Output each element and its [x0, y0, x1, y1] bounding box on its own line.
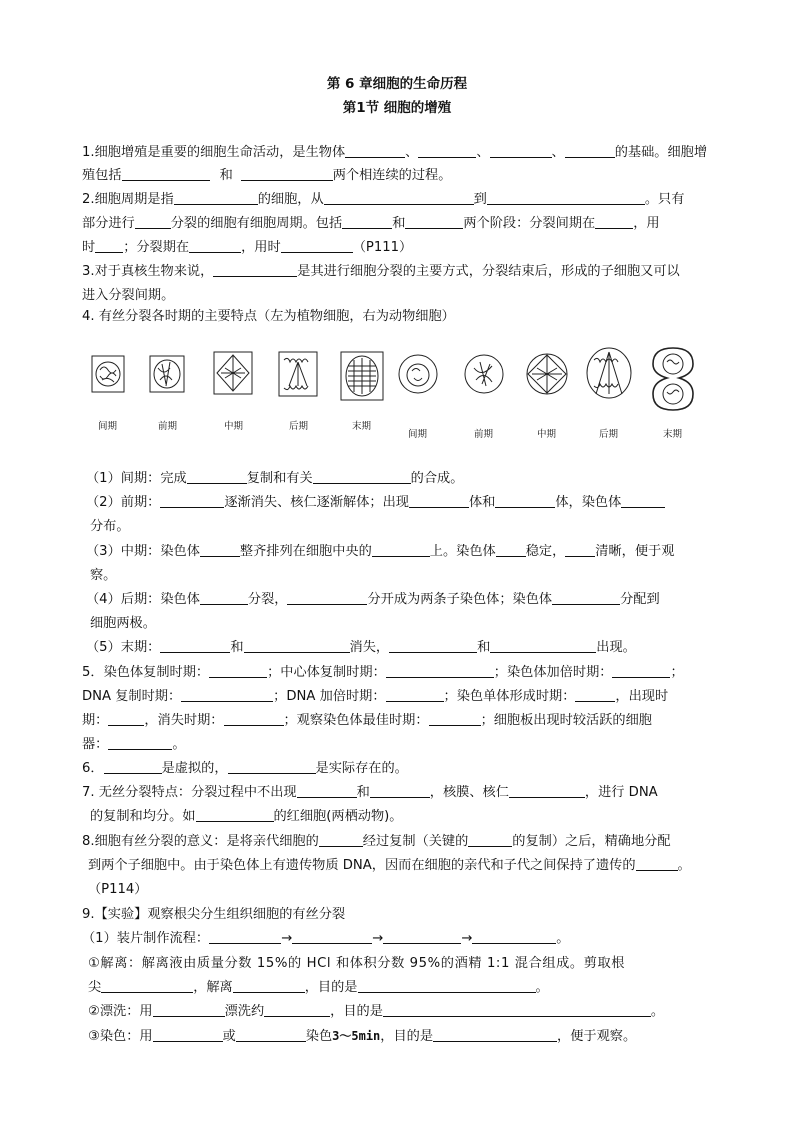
- question-5-line-3: [82, 712, 652, 730]
- text: ；中心体复制时期：: [267, 665, 386, 680]
- text: 到两个子细胞中。由于染色体上有遗传物质 DNA，因而在细胞的亲代和子代之间保持了遗传的: [88, 858, 636, 873]
- text: 、: [405, 145, 419, 160]
- blank[interactable]: [244, 639, 350, 653]
- blank[interactable]: [313, 470, 411, 484]
- plant-label-prophase: 前期: [158, 421, 178, 432]
- text: 1.细胞增殖是重要的细胞生命活动，是生物体: [82, 145, 346, 160]
- question-9-title: 9.【实验】观察根尖分生组织细胞的有丝分裂: [82, 907, 346, 922]
- blank[interactable]: [95, 239, 123, 253]
- text: 体，染色体: [555, 495, 622, 510]
- text: ，消失时期：: [144, 713, 224, 728]
- blank[interactable]: [153, 1028, 223, 1042]
- text: （4）后期：染色体: [86, 592, 200, 607]
- blank[interactable]: [370, 784, 430, 798]
- arrow-icon: →: [372, 931, 384, 946]
- text: ，出现时: [615, 689, 669, 704]
- plant-label-telophase: 末期: [352, 421, 372, 432]
- text: 整齐排列在细胞中央的: [239, 544, 372, 559]
- plant-label-anaphase: 后期: [289, 421, 309, 432]
- mitosis-figure: [86, 340, 726, 440]
- text: 。: [556, 931, 570, 946]
- text: ；分裂期在: [123, 240, 190, 255]
- text: 体和: [468, 495, 496, 510]
- blank[interactable]: [233, 979, 305, 993]
- question-2-line-2: [82, 215, 660, 233]
- blank[interactable]: [292, 930, 372, 944]
- blank[interactable]: [264, 1003, 330, 1017]
- text: 和: [230, 640, 244, 655]
- blank[interactable]: [409, 494, 469, 508]
- q4-item-4: [86, 591, 660, 609]
- plant-label-interphase: 间期: [98, 421, 118, 432]
- text: （2）前期：: [86, 495, 161, 510]
- blank[interactable]: [509, 784, 585, 798]
- text: ，核膜、核仁: [429, 785, 509, 800]
- q4-item-2-cont: 分布。: [90, 519, 130, 534]
- text: 2.细胞周期是指: [82, 192, 174, 207]
- q4-item-3-cont: 察。: [90, 568, 117, 583]
- text: 期：: [82, 713, 109, 728]
- text: ；细胞板出现时较活跃的细胞: [480, 713, 652, 728]
- blank[interactable]: [565, 543, 595, 557]
- blank[interactable]: [241, 167, 333, 181]
- q4-item-5: [86, 639, 636, 657]
- text: 逐渐消失、核仁逐渐解体；出现: [224, 495, 409, 510]
- text: 的复制）之后，精确地分配: [512, 834, 671, 849]
- q4-item-4-cont: 细胞两极。: [90, 616, 156, 631]
- blank[interactable]: [108, 712, 144, 726]
- text: 3～5min: [332, 1029, 381, 1043]
- q9-item-2: [88, 1003, 664, 1021]
- question-7-line-2: [90, 808, 402, 826]
- blank[interactable]: [383, 1003, 651, 1017]
- question-2-line-3: [82, 239, 412, 257]
- text: 。: [650, 1004, 665, 1019]
- text: 分裂的细胞有细胞周期。包括: [170, 216, 343, 231]
- text: 部分进行: [82, 216, 135, 231]
- text: 的合成。: [410, 471, 464, 486]
- blank[interactable]: [101, 979, 193, 993]
- text: 器：: [82, 737, 109, 752]
- blank[interactable]: [487, 191, 645, 205]
- text: 时: [82, 240, 96, 255]
- text: ，进行 DNA: [584, 785, 658, 800]
- text: ，目的是: [380, 1029, 434, 1044]
- animal-prophase-cell: [465, 355, 503, 393]
- text: ，用时: [241, 240, 281, 255]
- text: 。: [677, 858, 691, 873]
- blank[interactable]: [490, 144, 552, 158]
- blank[interactable]: [621, 494, 665, 508]
- question-7-line-1: [82, 784, 658, 802]
- text: （1）间期：完成: [86, 471, 187, 486]
- text: 殖包括: [82, 168, 122, 183]
- q9-item-3: [88, 1027, 636, 1046]
- q9-flow: [82, 930, 569, 948]
- animal-label-prophase: 前期: [474, 429, 494, 440]
- animal-anaphase-cell: [587, 348, 631, 398]
- blank[interactable]: [552, 591, 620, 605]
- blank[interactable]: [383, 930, 461, 944]
- plant-metaphase-cell: [214, 352, 252, 394]
- blank[interactable]: [236, 1028, 306, 1042]
- question-8-line-2: [88, 857, 691, 875]
- blank[interactable]: [495, 494, 555, 508]
- blank[interactable]: [181, 688, 273, 702]
- blank[interactable]: [372, 543, 430, 557]
- plant-telophase-cell: [341, 352, 383, 400]
- text: （5）末期：: [86, 640, 161, 655]
- text: 和: [477, 640, 491, 655]
- blank[interactable]: [287, 591, 367, 605]
- text: 是其进行细胞分裂的主要方式，分裂结束后，形成的子细胞又可以: [297, 264, 680, 279]
- mitosis-diagrams: [86, 340, 726, 440]
- blank[interactable]: [342, 215, 392, 229]
- text: 染色: [305, 1029, 333, 1044]
- text: 分裂，: [247, 592, 288, 607]
- text: 7. 无丝分裂特点：分裂过程中不出现: [82, 785, 297, 800]
- plant-anaphase-cell: [279, 352, 317, 396]
- text: 8.细胞有丝分裂的意义：是将亲代细胞的: [82, 834, 319, 849]
- text: 、: [476, 145, 490, 160]
- text: 是实际存在的。: [315, 761, 408, 776]
- blank[interactable]: [160, 494, 224, 508]
- question-2-line-1: [82, 191, 684, 209]
- question-5-line-1: [82, 664, 684, 682]
- text: （P111）: [352, 240, 413, 255]
- blank[interactable]: [429, 712, 481, 726]
- text: 。: [535, 980, 549, 995]
- text: ；染色体加倍时期：: [493, 665, 613, 680]
- blank[interactable]: [433, 1028, 557, 1042]
- plant-interphase-cell: [92, 356, 124, 392]
- text: ；观察染色体最佳时期：: [283, 713, 429, 728]
- blank[interactable]: [228, 760, 316, 774]
- text: DNA 复制时期：: [82, 689, 182, 704]
- question-1-line-2: [82, 167, 451, 185]
- text: 、: [551, 145, 565, 160]
- q4-item-2: [86, 494, 665, 512]
- blank[interactable]: [209, 664, 267, 678]
- blank[interactable]: [386, 664, 494, 678]
- question-6: [82, 760, 408, 778]
- text: （3）中期：染色体: [86, 544, 200, 559]
- text: 的红细胞(两栖动物)。: [273, 809, 403, 824]
- text: ③染色：用: [88, 1029, 153, 1044]
- blank[interactable]: [472, 930, 556, 944]
- text: 出现。: [596, 640, 636, 655]
- question-8-line-3: （P114）: [88, 882, 148, 897]
- text: 和: [356, 785, 370, 800]
- text: 6．: [82, 761, 104, 776]
- q4-item-3: [86, 543, 674, 561]
- text: ；DNA 加倍时期：: [273, 689, 386, 704]
- blank[interactable]: [405, 215, 463, 229]
- blank[interactable]: [496, 543, 526, 557]
- text: 上。染色体: [429, 544, 496, 559]
- blank[interactable]: [189, 239, 241, 253]
- question-3-line-1: [82, 263, 680, 281]
- text: ，目的是: [330, 1004, 383, 1019]
- text: ，用: [633, 216, 660, 231]
- question-1-line-1: [82, 144, 707, 162]
- animal-telophase-cell: [653, 348, 693, 410]
- text: 复制和有关: [246, 471, 313, 486]
- blank[interactable]: [122, 167, 210, 181]
- animal-label-anaphase: 后期: [599, 429, 619, 440]
- text: 到: [473, 192, 487, 207]
- question-3-line-2: 进入分裂间期。: [82, 288, 175, 303]
- question-4-title: 4. 有丝分裂各时期的主要特点（左为植物细胞，右为动物细胞）: [82, 309, 455, 324]
- text: 的基础。细胞增: [614, 145, 708, 160]
- blank[interactable]: [389, 639, 477, 653]
- blank[interactable]: [468, 833, 512, 847]
- arrow-icon: →: [461, 931, 473, 946]
- blank[interactable]: [345, 144, 405, 158]
- blank[interactable]: [575, 688, 615, 702]
- text: 3.对于真核生物来说，: [82, 264, 214, 279]
- blank[interactable]: [636, 857, 678, 871]
- q9-item-1-line-1: ①解离：解离液由质量分数 15%的 HCl 和体积分数 95%的酒精 1:1 混合组成。剪取根: [88, 956, 626, 971]
- text: 的复制和均分。如: [90, 809, 196, 824]
- blank[interactable]: [490, 639, 596, 653]
- text: 两个相连续的过程。: [332, 168, 452, 183]
- text: ②漂洗：用: [88, 1004, 153, 1019]
- blank[interactable]: [418, 144, 476, 158]
- text: ；: [670, 665, 684, 680]
- blank[interactable]: [108, 736, 172, 750]
- text: ，便于观察。: [557, 1029, 637, 1044]
- text: 和: [392, 216, 406, 231]
- blank[interactable]: [174, 191, 258, 205]
- text: 分开成为两条子染色体；染色体: [367, 592, 553, 607]
- blank[interactable]: [565, 144, 615, 158]
- animal-label-telophase: 末期: [663, 429, 683, 440]
- blank[interactable]: [200, 591, 248, 605]
- text: 。: [172, 737, 186, 752]
- question-8-line-1: [82, 833, 671, 851]
- plant-label-metaphase: 中期: [224, 421, 244, 432]
- blank[interactable]: [297, 784, 357, 798]
- section-title: 第1节 细胞的增殖: [342, 100, 452, 116]
- animal-metaphase-cell: [527, 354, 567, 394]
- text: 清晰，便于观: [595, 544, 675, 559]
- text: ；染色单体形成时期：: [443, 689, 576, 704]
- blank[interactable]: [324, 191, 474, 205]
- blank[interactable]: [319, 833, 363, 847]
- blank[interactable]: [213, 263, 297, 277]
- text: （1）装片制作流程：: [82, 931, 210, 946]
- text: 或: [222, 1029, 236, 1044]
- animal-label-interphase: 间期: [408, 429, 428, 440]
- animal-interphase-cell: [399, 355, 437, 393]
- chapter-title: 第 6 章细胞的生命历程: [326, 76, 468, 92]
- text: 两个阶段：分裂间期在: [463, 216, 596, 231]
- blank[interactable]: [386, 688, 444, 702]
- blank[interactable]: [153, 1003, 225, 1017]
- blank[interactable]: [281, 239, 353, 253]
- blank[interactable]: [209, 930, 281, 944]
- text: ，目的是: [304, 980, 358, 995]
- text: 和: [219, 168, 233, 183]
- text: 经过复制（关键的: [362, 834, 469, 849]
- blank[interactable]: [160, 639, 230, 653]
- blank[interactable]: [187, 470, 247, 484]
- text: 是虚拟的，: [161, 761, 228, 776]
- text: 稳定，: [525, 544, 566, 559]
- blank[interactable]: [358, 979, 536, 993]
- blank[interactable]: [612, 664, 670, 678]
- blank[interactable]: [196, 808, 274, 822]
- question-5-line-4: [82, 736, 186, 754]
- blank[interactable]: [135, 215, 171, 229]
- text: 漂洗约: [224, 1004, 265, 1019]
- animal-label-metaphase: 中期: [537, 429, 557, 440]
- blank[interactable]: [224, 712, 284, 726]
- text: 分配到: [620, 592, 660, 607]
- text: 。只有: [644, 192, 685, 207]
- text: 的细胞，从: [257, 192, 324, 207]
- text: 消失，: [349, 640, 390, 655]
- question-5-line-2: [82, 688, 668, 706]
- q4-item-1: [86, 470, 463, 488]
- blank[interactable]: [200, 543, 240, 557]
- q9-item-1-line-2: [88, 979, 549, 997]
- plant-prophase-cell: [150, 356, 184, 392]
- blank[interactable]: [104, 760, 162, 774]
- blank[interactable]: [595, 215, 633, 229]
- text: 5．染色体复制时期：: [82, 665, 210, 680]
- text: ，解离: [193, 980, 233, 995]
- arrow-icon: →: [281, 931, 293, 946]
- text: 尖: [88, 980, 102, 995]
